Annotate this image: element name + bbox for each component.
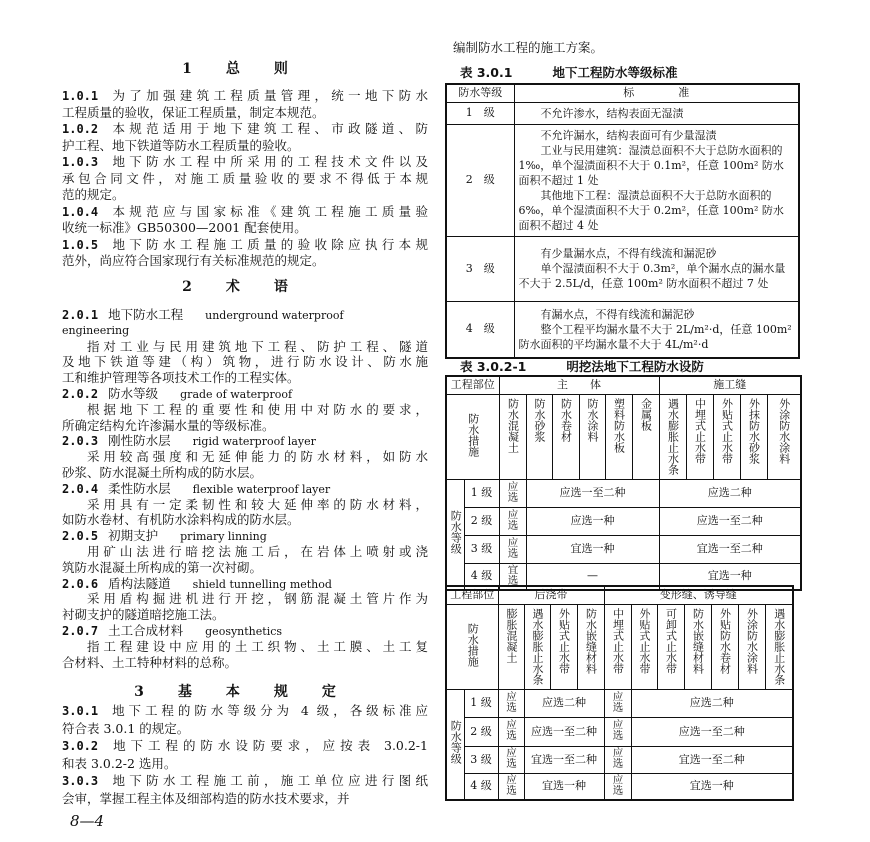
- clause-number: 2.0.2: [62, 387, 99, 401]
- table-row: [446, 236, 799, 301]
- group-header: 变形缝、诱导缝: [604, 586, 793, 604]
- clause-number: 2.0.4: [62, 481, 99, 496]
- term-name: 盾构法隧道: [108, 575, 171, 591]
- section-1-heading: [62, 58, 428, 78]
- group-header-row: [446, 586, 793, 604]
- term-name: 防水等级: [108, 386, 159, 401]
- measure-header-row: [446, 604, 793, 689]
- measure-column-header: [604, 604, 631, 689]
- measure-name: 防水砂浆: [533, 397, 546, 442]
- clause-line: [62, 418, 428, 434]
- clause-line: [62, 449, 428, 465]
- clause-line: [62, 433, 428, 449]
- clause-line: [62, 791, 428, 807]
- measure-column-header: [740, 394, 767, 479]
- group-header: 后浇带: [498, 586, 604, 604]
- clause-line: [62, 623, 428, 639]
- clause-text: 地下工程的防水设防要求，应按表 3.0.2-1: [108, 738, 428, 753]
- level-cell: 1 级: [464, 479, 499, 507]
- level-cell: 3 级: [464, 535, 499, 563]
- clause-text: 指对工业与民用建筑地下工程、防护工程、隧道: [87, 338, 428, 354]
- grade-cell: 4 级: [446, 301, 514, 358]
- clause-line: [62, 154, 428, 170]
- measure-name: 中埋式止水带: [693, 397, 707, 464]
- section-number: 2: [182, 279, 198, 295]
- section-title-char: 则: [273, 61, 294, 77]
- clause-line: [62, 354, 428, 370]
- clause-text: 地下工程的防水等级分为 4 级，各级标准应: [108, 703, 428, 718]
- measure-column-header: [524, 604, 550, 689]
- clause-text: 根据地下工程的重要性和使用中对防水的要求，: [87, 401, 428, 417]
- standard-text: 有少量漏水点，不得有线流和漏泥砂: [540, 247, 717, 260]
- measure-label-cell: [446, 604, 498, 689]
- term-english: shield tunnelling method: [192, 577, 332, 591]
- measure-column-header: [577, 604, 604, 689]
- term-english-cont: engineering: [62, 323, 130, 337]
- clause-line: [62, 773, 428, 789]
- mid-choice-cell: [604, 773, 631, 800]
- first-choice-cell: [499, 535, 526, 563]
- grade-cell: 1 级: [446, 102, 514, 124]
- clause-number: 1.0.5: [62, 237, 99, 252]
- joint-requirement: 应选一至二种: [631, 717, 793, 746]
- clause-text: 采用盾构掘进机进行开挖，钢筋混凝土管片作为: [87, 591, 428, 607]
- measure-name: 外涂防水涂料: [745, 607, 759, 674]
- first-choice: 应选: [505, 690, 517, 712]
- measure-column-header: [499, 394, 526, 479]
- level-cell: 2 级: [464, 717, 498, 746]
- open-cut-defense-table-part2: [445, 585, 794, 801]
- grade-row: [446, 773, 793, 800]
- level-cell: 1 级: [464, 689, 498, 717]
- measure-column-header: [550, 604, 577, 689]
- body-requirement: 应选二种: [524, 689, 604, 717]
- standard-cell: [514, 236, 799, 301]
- mid-choice-cell: [604, 717, 631, 746]
- section-title-char: 总: [225, 61, 246, 77]
- section-3-heading: [62, 681, 428, 701]
- term-english: underground waterproof: [205, 309, 344, 322]
- clause-text: 筑防水混凝土所构成的第一次衬砌。: [62, 559, 263, 575]
- grade-label-cell: [446, 479, 464, 590]
- table-title: 地下工程防水等级标准: [552, 65, 678, 80]
- mid-choice-cell: [604, 746, 631, 773]
- term-english: grade of waterproof: [180, 388, 293, 401]
- clause-line: [62, 237, 428, 253]
- clause-text: 衬砌支护的隧道暗挖施工法。: [62, 607, 225, 623]
- level-cell: 4 级: [464, 563, 499, 590]
- level-cell: 2 级: [464, 507, 499, 535]
- term-english: flexible waterproof layer: [192, 482, 331, 496]
- clause-text: 砂浆、防水混凝土所构成的防水层。: [62, 465, 263, 480]
- section-title-char: 基: [177, 684, 198, 700]
- clause-text: 范的规定。: [62, 187, 125, 202]
- grade-row: [446, 479, 801, 507]
- clause-line: [62, 721, 428, 737]
- clause-number: 2.0.6: [62, 576, 99, 591]
- clause-line: [62, 756, 428, 772]
- clause-number: 1.0.1: [62, 89, 99, 103]
- level-cell: 3 级: [464, 746, 498, 773]
- clause-line: [62, 528, 428, 544]
- term-name: 初期支护: [108, 528, 159, 544]
- continuation-text: 编制防水工程的施工方案。: [453, 40, 604, 55]
- clause-text: 护工程、地下铁道等防水工程质量的验收。: [62, 137, 300, 153]
- clause-line: [62, 171, 428, 187]
- clause-line: [62, 339, 428, 355]
- section-2-heading: [62, 276, 428, 296]
- body-requirement: 宜选一种: [526, 535, 659, 563]
- clause-text: 如防水卷材、有机防水涂料构成的防水层。: [62, 512, 300, 528]
- joint-requirement: 宜选一至二种: [659, 535, 801, 563]
- measure-name: 外贴式止水带: [638, 607, 651, 674]
- clause-line: [62, 370, 428, 386]
- clause-text: 用矿山法进行暗挖法施工后，在岩体上喷射或浇: [87, 544, 428, 559]
- clause-line: [62, 560, 428, 576]
- term-name: 地下防水工程: [108, 307, 184, 322]
- measure-name: 防水混凝土: [506, 397, 520, 453]
- measure-name: 金属板: [639, 397, 653, 431]
- group-header: 施工缝: [659, 376, 801, 394]
- term-english: primary linning: [180, 530, 267, 544]
- clause-line: [62, 607, 428, 623]
- standard-cell: [514, 102, 799, 124]
- first-choice-cell: [499, 507, 526, 535]
- clause-text: 地下防水工程中所采用的工程技术文件以及: [108, 154, 428, 169]
- measure-column-header: [659, 394, 686, 479]
- table-number: 表 3.0.2-1: [460, 359, 527, 374]
- section-number: 3: [134, 684, 150, 700]
- clause-number: 1.0.2: [62, 122, 99, 136]
- measure-name: 遇水膨胀止水条: [531, 607, 544, 685]
- measure-name: 中埋式止水带: [611, 607, 625, 674]
- clause-number: 3.0.3: [62, 774, 99, 788]
- term-english: rigid waterproof layer: [192, 435, 316, 449]
- measure-column-header: [711, 604, 738, 689]
- clause-number: 1.0.3: [62, 155, 99, 169]
- clause-text: 承包合同文件，对施工质量验收的要求不得低于本规: [62, 170, 428, 186]
- grade-row: [446, 507, 801, 535]
- grade-row: [446, 689, 793, 717]
- body-requirement: 宜选一至二种: [524, 746, 604, 773]
- first-choice-cell: [498, 717, 524, 746]
- clause-text: 本规范应与国家标准《建筑工程施工质量验: [108, 203, 428, 219]
- clause-text: 采用较高强度和无延伸能力的防水材料，如防水: [87, 449, 428, 465]
- clause-line: [62, 512, 428, 528]
- grade-row: [446, 746, 793, 773]
- body-requirement: —: [526, 563, 659, 590]
- clause-line: [62, 703, 428, 719]
- mid-choice: 应选: [611, 690, 624, 712]
- table-row: [446, 124, 799, 236]
- clause-line: [62, 738, 428, 754]
- joint-requirement: 宜选一种: [631, 773, 793, 800]
- mid-choice-cell: [604, 689, 631, 717]
- clause-text: 工程质量的验收，保证工程质量，制定本规范。: [62, 104, 325, 120]
- clause-line: [62, 655, 428, 671]
- body-requirement: 宜选一种: [524, 773, 604, 800]
- body-requirement: 应选一种: [526, 507, 659, 535]
- first-choice: 应选: [505, 719, 517, 740]
- table-row: [446, 301, 799, 358]
- first-choice: 应选: [505, 747, 517, 768]
- measure-name: 防水卷材: [559, 397, 573, 442]
- grade-cell: 2 级: [446, 124, 514, 236]
- measure-column-header: [631, 604, 657, 689]
- measure-header-row: [446, 394, 801, 479]
- site-label: 工程部位: [446, 376, 499, 394]
- grade-row: [446, 535, 801, 563]
- measure-column-header: [552, 394, 579, 479]
- clause-text: 本规范适用于地下建筑工程、市政隧道、防: [108, 121, 428, 136]
- clause-text: 所确定结构允许渗漏水量的等级标准。: [62, 417, 275, 433]
- table-header-row: [446, 84, 799, 102]
- section-number: 1: [182, 61, 198, 77]
- group-header-row: [446, 376, 801, 394]
- standard-text: 整个工程平均漏水量不大于 2L/m²·d，任意 100m² 防水面积的平均漏水量不大于 4L/m²·d: [518, 322, 792, 351]
- clause-line: [62, 187, 428, 203]
- first-choice: 应选: [505, 773, 517, 795]
- clause-line: [62, 88, 428, 104]
- measure-name: 外贴式止水带: [720, 397, 734, 464]
- clause-text: 收统一标准》GB50300—2001 配套使用。: [62, 220, 307, 235]
- clause-line: [62, 465, 428, 481]
- measure-name: 可卸式止水带: [664, 607, 678, 674]
- measure-name: 外涂防水涂料: [777, 397, 791, 464]
- clause-line: [62, 253, 428, 269]
- measure-column-header: [632, 394, 659, 479]
- first-choice: 应选: [506, 508, 519, 530]
- measure-column-header: [526, 394, 552, 479]
- standard-text: 有漏水点，不得有线流和漏泥砂: [540, 307, 695, 321]
- table-title: 明挖法地下工程防水设防: [566, 359, 704, 374]
- measure-name: 遇水膨胀止水条: [666, 397, 680, 475]
- first-choice-cell: [498, 689, 524, 717]
- measure-name: 外贴防水卷材: [718, 607, 732, 674]
- clause-text: 工和维护管理等各项技术工作的工程实体。: [62, 370, 300, 386]
- measure-column-header: [605, 394, 632, 479]
- term-name: 刚性防水层: [108, 433, 171, 449]
- clause-number: 3.0.1: [62, 704, 99, 718]
- mid-choice: 应选: [611, 719, 624, 740]
- joint-requirement: 宜选一种: [659, 563, 801, 590]
- body-requirement: 应选一至二种: [526, 479, 659, 507]
- waterproof-grade-table: [445, 83, 800, 359]
- clause-text: 合材料、土工特种材料的总称。: [62, 654, 238, 670]
- measure-name: 外抹防水砂浆: [747, 397, 761, 464]
- joint-requirement: 应选二种: [659, 479, 801, 507]
- measure-column-header: [767, 394, 801, 479]
- standard-cell: [514, 301, 799, 358]
- measure-name: 膨胀混凝土: [505, 607, 518, 663]
- clause-text: 地下防水工程施工前，施工单位应进行图纸: [108, 773, 428, 788]
- clause-text: 范外，尚应符合国家现行有关标准规范的规定。: [62, 253, 325, 268]
- joint-requirement: 宜选一至二种: [631, 746, 793, 773]
- measure-column-header: [498, 604, 524, 689]
- clause-line: [62, 591, 428, 607]
- measure-column-header: [738, 604, 765, 689]
- clause-line: [62, 576, 428, 592]
- clause-line: [62, 204, 428, 220]
- standard-text: 工业与民用建筑：湿渍总面积不大于总防水面积的 1‰，单个湿渍面积不大于 0.1m²，任意 100m² 防水面积不超过 1 处: [518, 143, 784, 187]
- measure-column-header: [713, 394, 740, 479]
- measure-column-header: [684, 604, 711, 689]
- measure-label-cell: [446, 394, 499, 479]
- clause-number: 2.0.3: [62, 434, 99, 449]
- clause-text: 为了加强建筑工程质量管理，统一地下防水: [108, 88, 428, 103]
- section-title-char: 本: [225, 684, 246, 700]
- clause-text: 和表 3.0.2-2 选用。: [62, 755, 177, 771]
- standard-cell: [514, 124, 799, 236]
- grade-label-cell: [446, 689, 464, 800]
- clause-line: [62, 220, 428, 236]
- first-choice: 应选: [506, 536, 519, 558]
- standard-text: 其他地下工程：湿渍总面积不大于总防水面积的 6‰，单个湿渍面积不大于 0.2m²，任意 100m² 防水面积不超过 4 处: [518, 188, 784, 232]
- clause-line: [62, 138, 428, 154]
- body-requirement: 应选一至二种: [524, 717, 604, 746]
- measure-name: 外贴式止水带: [557, 607, 571, 674]
- term-name: 柔性防水层: [108, 480, 171, 496]
- term-english: geosynthetics: [205, 625, 283, 638]
- grade-row: [446, 717, 793, 746]
- table-3-0-1-caption: [460, 63, 677, 81]
- clause-line: [62, 386, 428, 402]
- standard-text: 不允许漏水，结构表面可有少量湿渍: [540, 128, 717, 142]
- table-3-0-2-1-caption: [460, 357, 704, 375]
- measure-column-header: [579, 394, 605, 479]
- open-cut-defense-table-part1: [445, 375, 802, 591]
- page-number: 8—4: [70, 812, 105, 830]
- level-cell: 4 级: [464, 773, 498, 800]
- clause-text: 符合表 3.0.1 的规定。: [62, 720, 190, 736]
- section-title-char: 规: [273, 684, 294, 700]
- site-label: 工程部位: [446, 586, 498, 604]
- first-choice-cell: [499, 479, 526, 507]
- header-standard: 标 准: [514, 84, 799, 102]
- clause-line: [62, 544, 428, 560]
- term-name: 土工合成材料: [108, 623, 184, 638]
- first-choice-cell: [498, 746, 524, 773]
- clause-number: 1.0.4: [62, 204, 99, 219]
- clause-line: [62, 481, 428, 497]
- measure-column-header: [765, 604, 793, 689]
- mid-choice: 应选: [611, 773, 624, 795]
- section-title-char: 定: [321, 684, 342, 700]
- grade-label: 防水等级: [449, 720, 463, 764]
- header-grade: 防水等级: [446, 84, 514, 102]
- clause-text: 及地下铁道等建（构）筑物，进行防水设计、防水施: [62, 354, 428, 370]
- measure-name: 遇水膨胀止水条: [772, 607, 786, 685]
- clause-number: 2.0.1: [62, 308, 99, 322]
- clause-line: [62, 105, 428, 121]
- clause-line: [62, 639, 428, 655]
- measure-column-header: [686, 394, 713, 479]
- clause-number: 2.0.7: [62, 624, 99, 638]
- table-row: [446, 102, 799, 124]
- clause-text: 地下防水工程施工质量的验收除应执行本规: [108, 236, 428, 252]
- first-choice: 宜选: [506, 563, 519, 585]
- measure-label: 防水措施: [466, 622, 480, 667]
- first-choice-cell: [498, 773, 524, 800]
- mid-choice: 应选: [611, 747, 624, 768]
- measure-name: 防水嵌缝材料: [584, 607, 598, 674]
- joint-requirement: 应选二种: [631, 689, 793, 717]
- measure-label: 防水措施: [466, 412, 480, 457]
- measure-name: 塑料防水板: [612, 397, 626, 453]
- clause-line: [62, 307, 428, 323]
- clause-number: 2.0.5: [62, 529, 99, 544]
- table-number: 表 3.0.1: [460, 65, 513, 80]
- joint-requirement: 应选一至二种: [659, 507, 801, 535]
- clause-text: 指工程建设中应用的土工织物、土工膜、土工复: [87, 638, 428, 654]
- grade-label: 防水等级: [449, 510, 463, 554]
- grade-cell: 3 级: [446, 236, 514, 301]
- standard-text: 单个湿渍面积不大于 0.3m²，单个漏水点的漏水量不大于 2.5L/d，任意 100m² 防水面积不超过 7 处: [518, 262, 786, 290]
- section-title-char: 语: [273, 279, 294, 295]
- clause-number: 3.0.2: [62, 739, 99, 753]
- clause-line: [62, 121, 428, 137]
- measure-name: 防水嵌缝材料: [691, 607, 705, 674]
- clause-text: 会审，掌握工程主体及细部构造的防水技术要求，并: [62, 790, 350, 806]
- clause-line: [62, 497, 428, 513]
- first-choice: 应选: [506, 480, 519, 502]
- section-title-char: 术: [225, 279, 246, 295]
- standard-text: 不允许渗水，结构表面无湿渍: [540, 106, 684, 120]
- measure-column-header: [657, 604, 684, 689]
- clause-line: [62, 402, 428, 418]
- measure-name: 防水涂料: [586, 397, 599, 442]
- clause-text: 采用具有一定柔韧性和较大延伸率的防水材料，: [87, 496, 428, 512]
- group-header: 主 体: [499, 376, 659, 394]
